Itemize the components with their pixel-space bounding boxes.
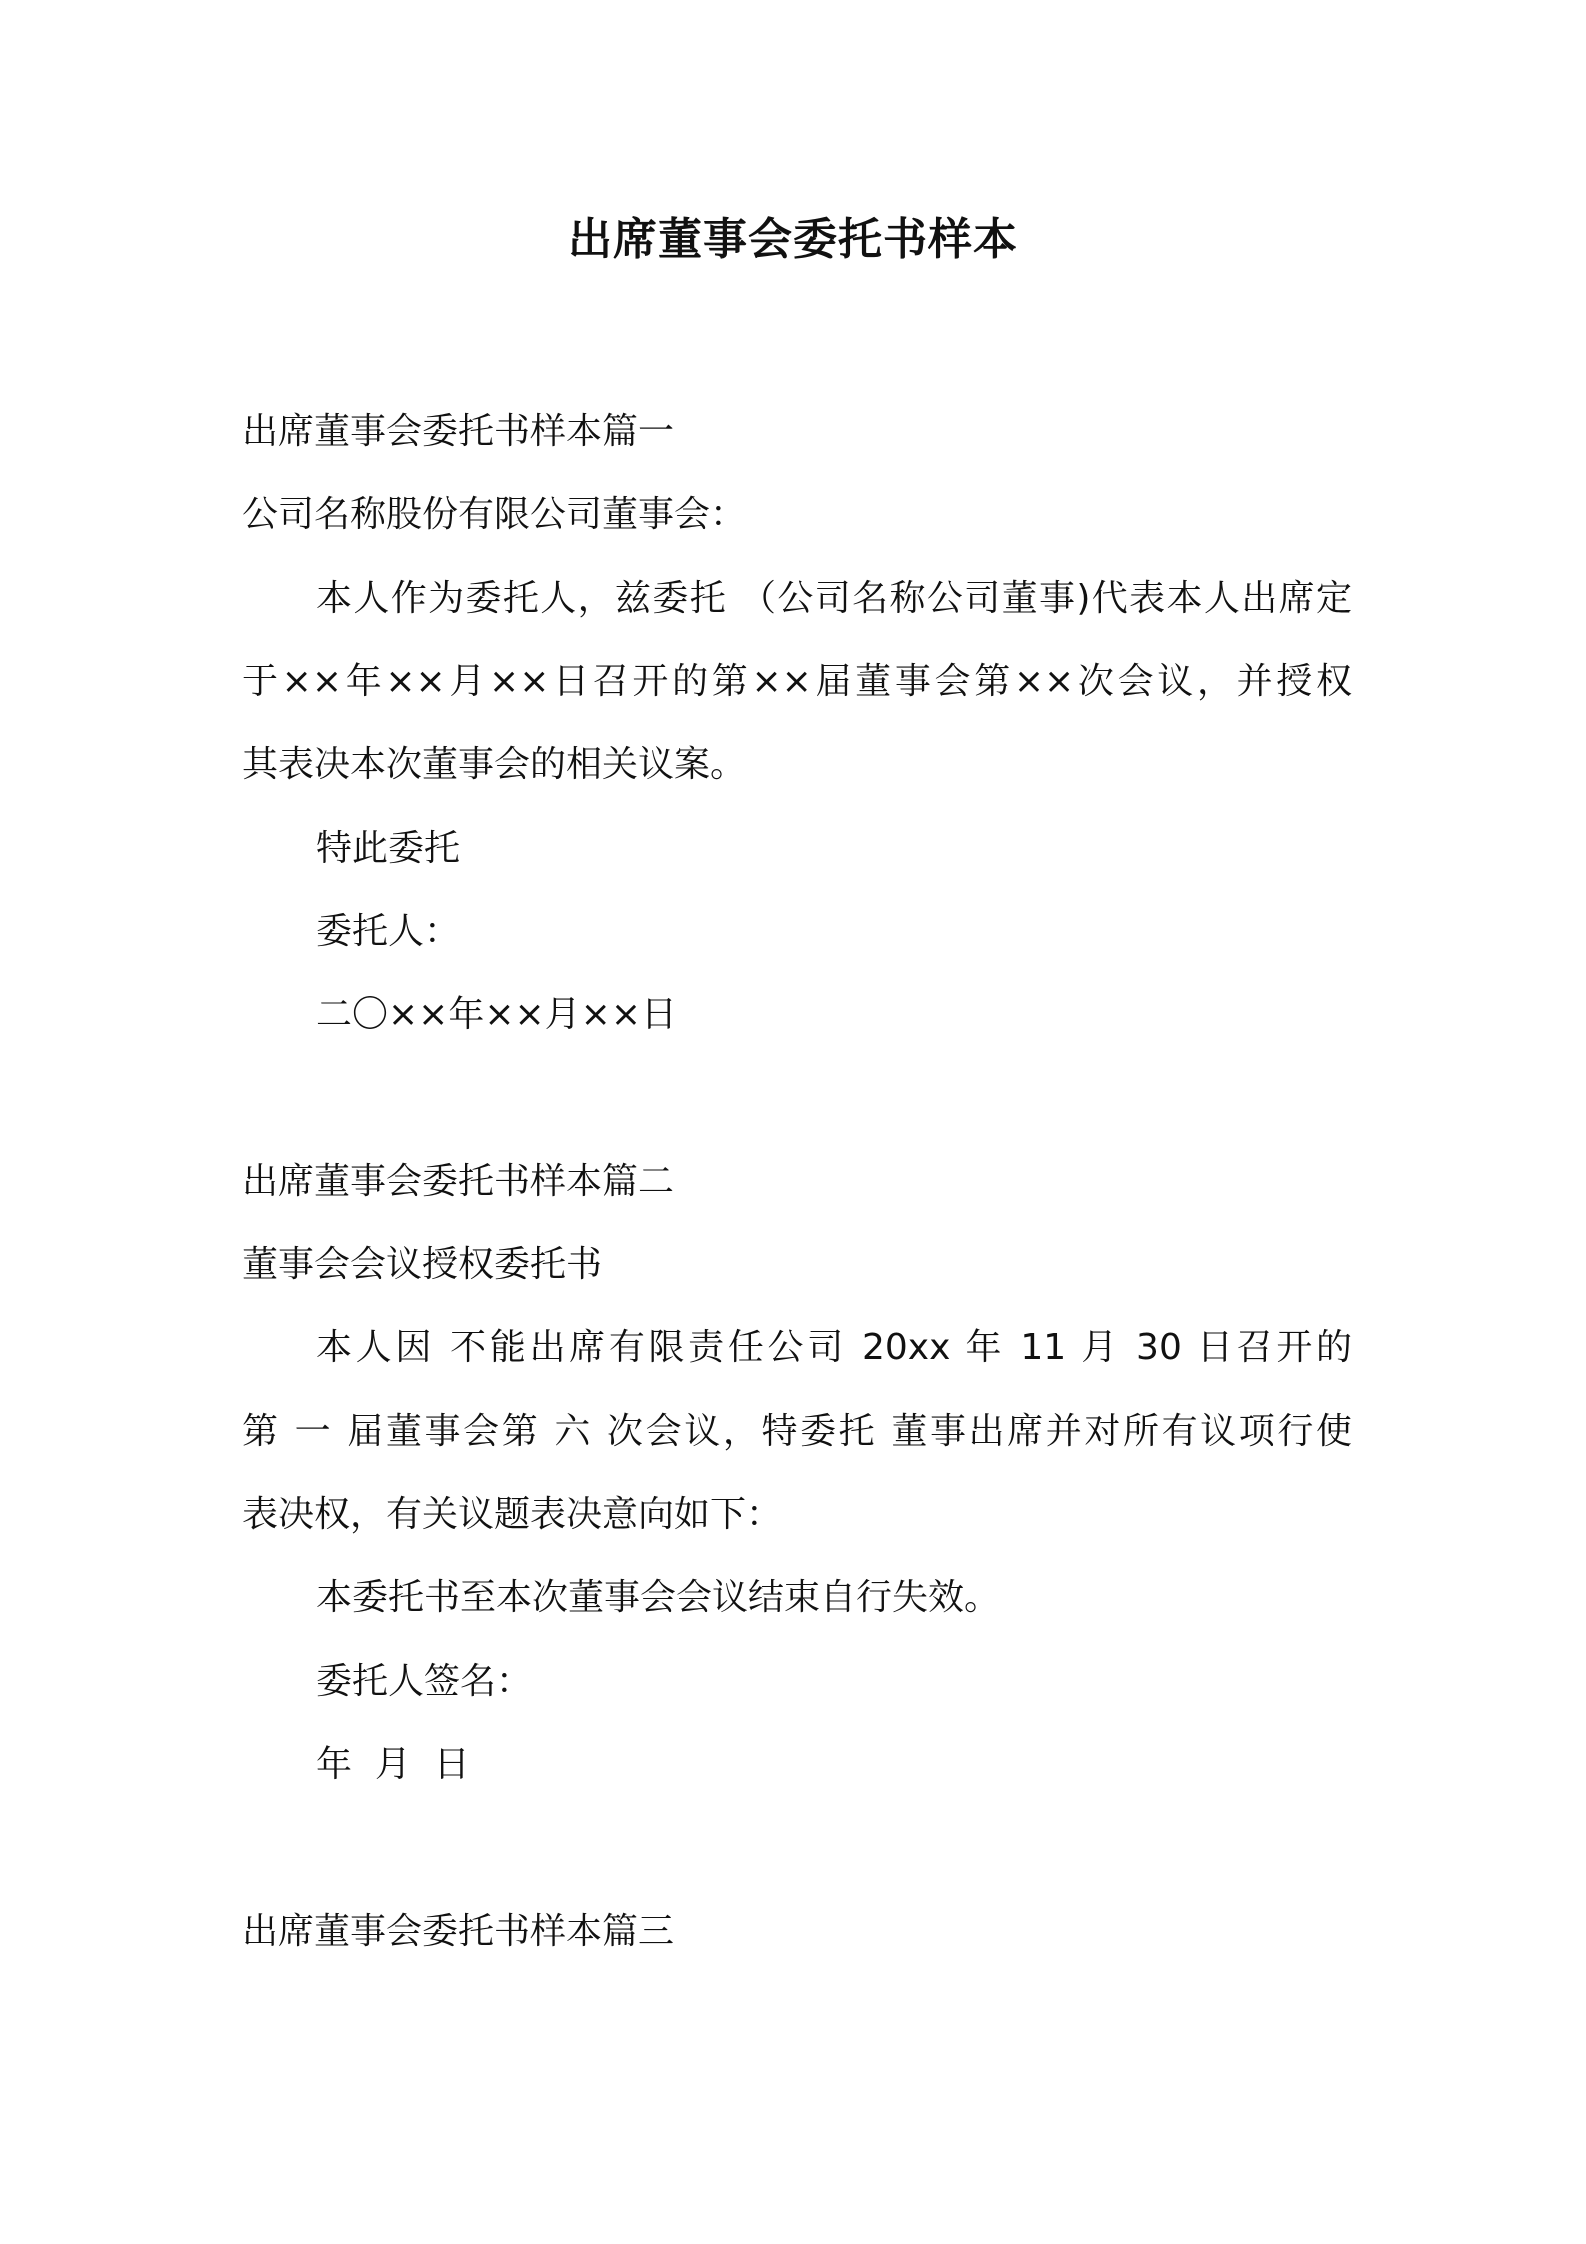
document-title: 出席董事会委托书样本 [568,214,1018,265]
section2-body-line-3: 表决权，有关议题表决意向如下： [242,1494,783,1535]
section2-body-line-2: 第 一 届董事会第 六 次会议，特委托 董事出席并对所有议项行使 [242,1411,1352,1452]
section2-heading: 出席董事会委托书样本篇二 [242,1161,675,1202]
section1-heading: 出席董事会委托书样本篇一 [242,411,675,452]
section1-addressee: 公司名称股份有限公司董事会： [242,494,747,535]
section2-subtitle: 董事会会议授权委托书 [242,1244,603,1285]
section2-body-line-1: 本人因 不能出席有限责任公司 20xx 年 11 月 30 日召开的 [316,1327,1352,1368]
section1-principal-label: 委托人： [316,911,461,952]
section3-heading: 出席董事会委托书样本篇三 [242,1911,675,1952]
section1-body-line-3: 其表决本次董事会的相关议案。 [242,744,747,785]
section1-body-line-2: 于××年××月××日召开的第××届董事会第××次会议，并授权 [242,661,1352,702]
section2-validity-note: 本委托书至本次董事会会议结束自行失效。 [316,1577,1001,1618]
section1-date: 二〇××年××月××日 [316,994,677,1035]
section1-closing: 特此委托 [316,828,461,869]
section1-body-line-1: 本人作为委托人，兹委托 （公司名称公司董事)代表本人出席定 [316,578,1352,619]
section2-date: 年 月 日 [316,1744,470,1785]
section2-signature-label: 委托人签名： [316,1661,533,1702]
